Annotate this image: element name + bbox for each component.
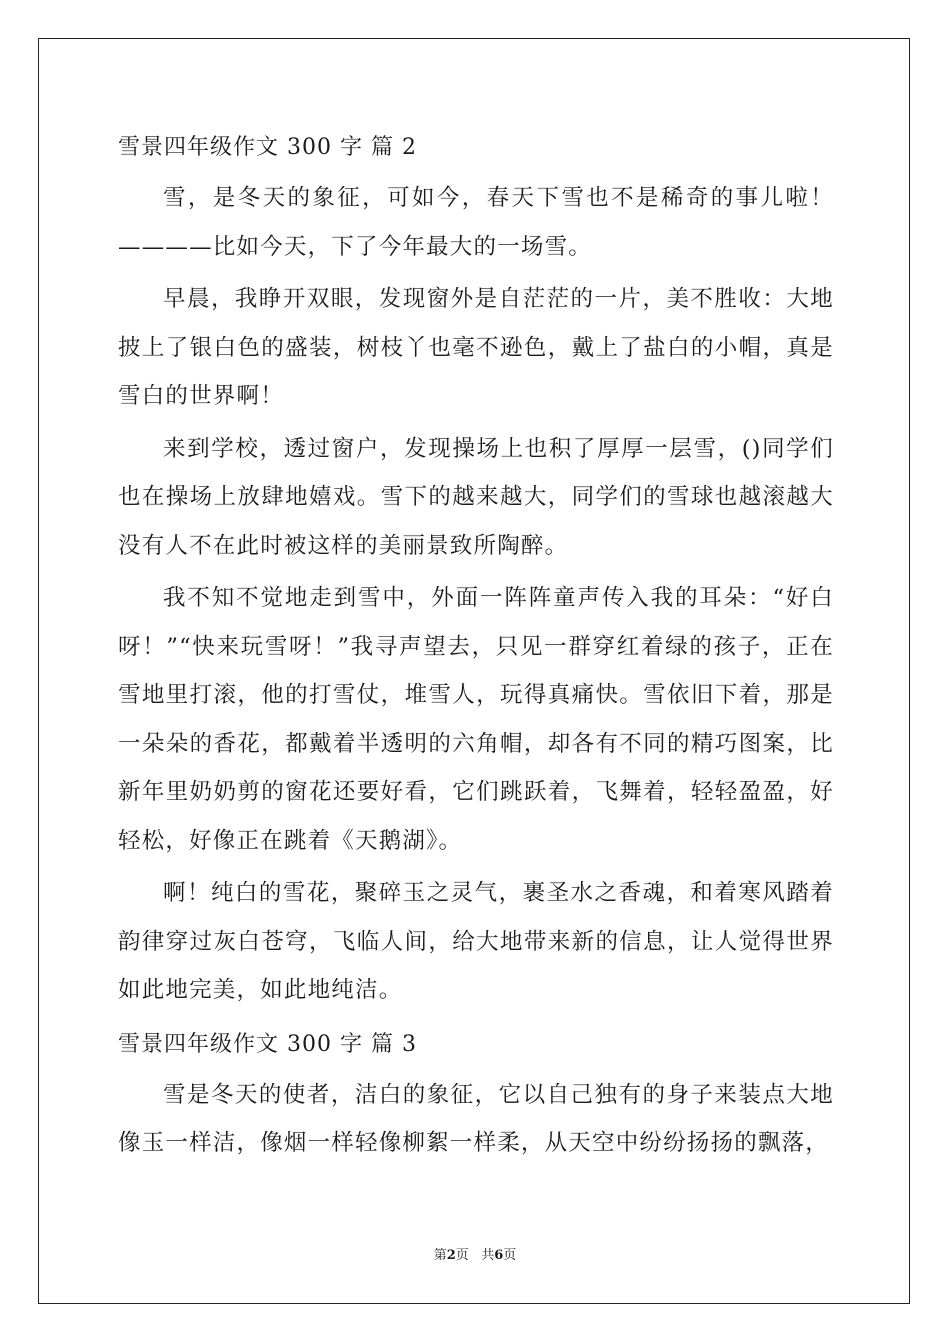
paragraph: 来到学校，透过窗户，发现操场上也积了厚厚一层雪，()同学们也在操场上放肆地嬉戏。雪下的越来越大，同学们的雪球也越滚越大没有人不在此时被这样的美丽景致所陶醉。 <box>118 435 834 559</box>
paragraph: 雪是冬天的使者，洁白的象征，它以自己独有的身子来装点大地像玉一样洁，像烟一样轻像柳絮一样柔，从天空中纷纷扬扬的飘落， <box>118 1081 834 1156</box>
section-heading: 雪景四年级作文 300 字 篇 2 <box>118 135 417 160</box>
page-prefix: 第 <box>433 1248 447 1263</box>
current-page-number: 2 <box>446 1248 456 1263</box>
paragraph: 我不知不觉地走到雪中，外面一阵阵童声传入我的耳朵：“好白呀！”“快来玩雪呀！”我寻声望去，只见一群穿红着绿的孩子，正在雪地里打滚，他的打雪仗，堆雪人，玩得真痛快。雪依旧下着，那是一朵朵的香花，都戴着半透明的六角帽，却各有不同的精巧图案，比新年里奶奶剪的窗花还要好看，它们跳跃着，飞舞着，轻轻盈盈，好轻松，好像正在跳着《天鹅湖》。 <box>118 585 834 854</box>
page-footer <box>0 1246 950 1266</box>
paragraph: 早晨，我睁开双眼，发现窗外是自茫茫的一片，美不胜收：大地披上了银白色的盛装，树枝丫也毫不逊色，戴上了盐白的小帽，真是雪白的世界啊！ <box>118 286 834 409</box>
section-heading: 雪景四年级作文 300 字 篇 3 <box>118 1031 417 1057</box>
total-prefix: 共 <box>481 1248 495 1263</box>
page-suffix: 页 <box>455 1248 469 1263</box>
paragraph: 啊！纯白的雪花，聚碎玉之灵气，裹圣水之香魂，和着寒风踏着韵律穿过灰白苍穹，飞临人间，给大地带来新的信息，让人觉得世界如此地完美，如此地纯洁。 <box>118 880 834 1003</box>
total-suffix: 页 <box>503 1248 517 1263</box>
document-body <box>118 122 834 1172</box>
total-pages-number: 6 <box>494 1248 504 1263</box>
paragraph: 雪，是冬天的象征，可如今，春天下雪也不是稀奇的事儿啦！————比如今天，下了今年最大的一场雪。 <box>118 185 834 260</box>
